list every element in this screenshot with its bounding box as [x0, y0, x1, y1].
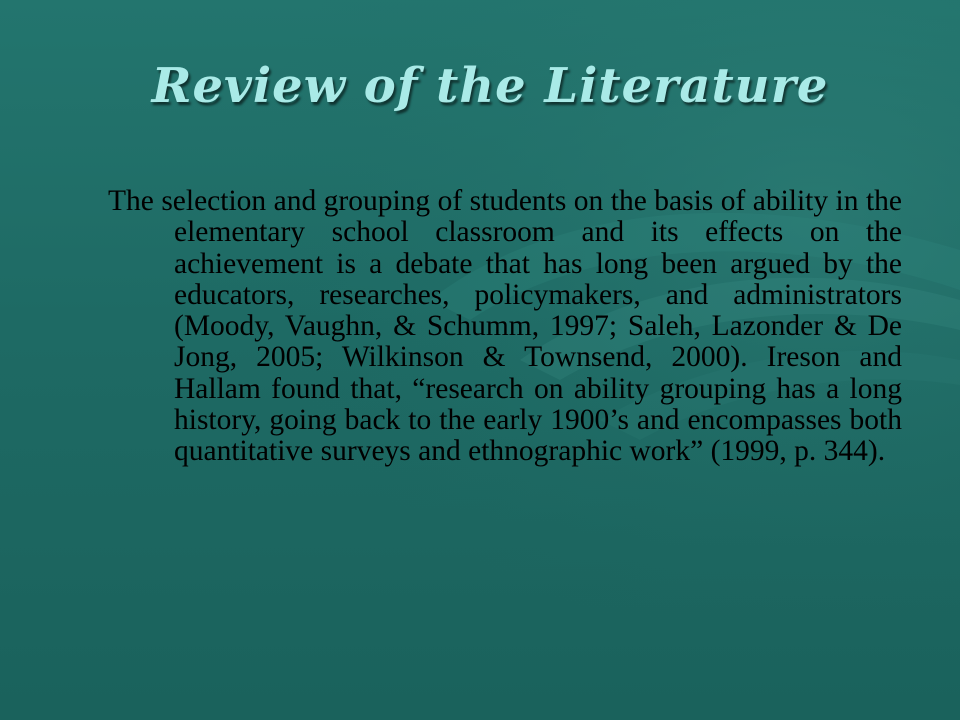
slide-title: Review of the Literature [151, 58, 829, 114]
slide-body-paragraph: The selection and grouping of students on the basis of ability in the elementary school classroom and its effects on the achievement is a debate that has long been argued by the educators, researches, policymakers, and administrators (Moody, Vaughn, & Schumm, 1997; Saleh, Lazonder & De Jong, 2005; Wilkinson & Townsend, 2000). Ireson and Hallam found that, “research on ability grouping has a long history, going back to the early 1900’s and encompasses both quantitative surveys and ethnographic work” (1999, p. 344). [108, 185, 902, 468]
